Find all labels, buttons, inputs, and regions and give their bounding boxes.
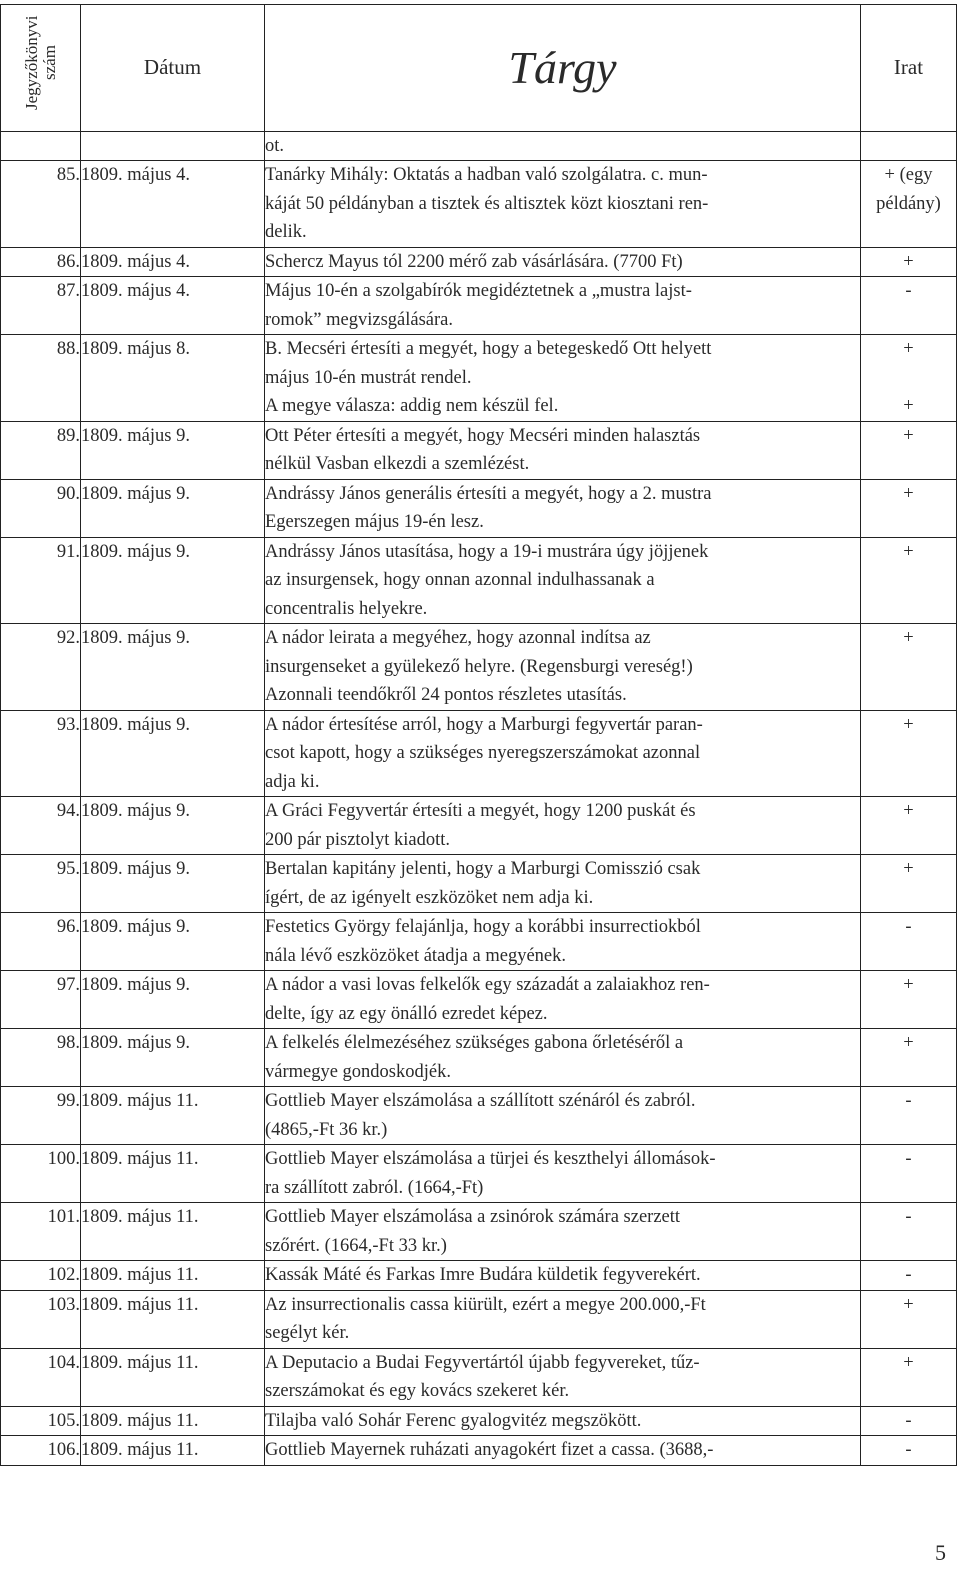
entry-number: 97.	[1, 971, 81, 1029]
entry-irat	[861, 335, 957, 422]
subject-line: ra szállított zabról. (1664,-Ft)	[265, 1177, 484, 1198]
entry-subject	[265, 624, 861, 711]
entry-number: 102.	[1, 1261, 81, 1291]
entry-irat	[861, 277, 957, 335]
entry-number: 89.	[1, 421, 81, 479]
irat-mark: +	[903, 714, 914, 735]
irat-mark: -	[905, 281, 912, 301]
entry-number: 104.	[1, 1348, 81, 1406]
irat-mark: +	[903, 425, 914, 446]
entry-subject	[265, 247, 861, 277]
irat-mark: +	[903, 1352, 914, 1373]
irat-mark: +	[903, 1294, 914, 1315]
entry-irat	[861, 971, 957, 1029]
subject-line: az insurgensek, hogy onnan azonnal indulhassanak a	[265, 570, 655, 590]
subject-line: szerszámokat és egy kovács szekeret kér.	[265, 1381, 570, 1401]
table-row	[1, 537, 957, 624]
entry-number: 87.	[1, 277, 81, 335]
irat-mark: -	[905, 1265, 912, 1285]
subject-line: Andrássy János generális értesíti a megyét, hogy a 2. mustra	[265, 483, 712, 504]
entry-subject	[265, 1406, 861, 1436]
subject-line: A nádor a vasi lovas felkelők egy századát a zalaiakhoz ren-	[265, 975, 710, 995]
entry-date: 1809. május 4.	[81, 277, 265, 335]
entry-date: 1809. május 9.	[81, 971, 265, 1029]
table-row	[1, 131, 957, 161]
subject-line: Gottlieb Mayer elszámolása a zsinórok számára szerzett	[265, 1207, 681, 1227]
table-row	[1, 1348, 957, 1406]
entry-subject	[265, 1203, 861, 1261]
entry-number: 105.	[1, 1406, 81, 1436]
entry-subject	[265, 855, 861, 913]
subject-line: 200 pár pisztolyt kiadott.	[265, 829, 450, 850]
subject-line: Schercz Mayus tól 2200 mérő zab vásárlására. (7700 Ft)	[265, 251, 683, 272]
irat-mark: +	[903, 339, 914, 359]
entry-date: 1809. május 9.	[81, 855, 265, 913]
header-irat	[861, 5, 957, 132]
entry-date: 1809. május 9.	[81, 479, 265, 537]
irat-mark: +	[903, 859, 914, 879]
subject-line: Gottlieb Mayer elszámolása a türjei és keszthelyi állomások-	[265, 1149, 716, 1169]
entry-number: 95.	[1, 855, 81, 913]
table-row	[1, 1029, 957, 1087]
entry-subject	[265, 1290, 861, 1348]
subject-line: Bertalan kapitány jelenti, hogy a Marburgi Comisszió csak	[265, 859, 701, 879]
entry-subject	[265, 421, 861, 479]
entry-date: 1809. május 9.	[81, 710, 265, 797]
entry-number: 99.	[1, 1087, 81, 1145]
entry-irat	[861, 1348, 957, 1406]
subject-line: A nádor értesítése arról, hogy a Marburgi fegyvertár paran-	[265, 714, 703, 735]
entry-irat	[861, 479, 957, 537]
header-number	[1, 5, 81, 132]
entry-irat	[861, 1087, 957, 1145]
entry-subject	[265, 1029, 861, 1087]
entry-subject	[265, 1436, 861, 1466]
entry-subject	[265, 335, 861, 422]
entry-date: 1809. május 9.	[81, 1029, 265, 1087]
entry-subject	[265, 161, 861, 248]
header-row	[1, 5, 957, 132]
subject-line: Azonnali teendőkről 24 pontos részletes utasítás.	[265, 685, 627, 705]
table-row	[1, 247, 957, 277]
subject-line: concentralis helyekre.	[265, 598, 428, 619]
table-row	[1, 913, 957, 971]
subject-line: csot kapott, hogy a szükséges nyeregszerszámokat azonnal	[265, 743, 701, 763]
irat-mark: +	[903, 541, 914, 562]
irat-mark: +	[903, 975, 914, 995]
subject-line: A felkelés élelmezéséhez szükséges gabona őrletéséről a	[265, 1033, 684, 1053]
entry-date: 1809. május 11.	[81, 1290, 265, 1348]
irat-mark: példány)	[876, 193, 941, 214]
header-subject-label: Tárgy	[508, 41, 617, 93]
subject-line: delik.	[265, 222, 307, 242]
table-row	[1, 797, 957, 855]
table-row	[1, 1436, 957, 1466]
subject-line: A Deputacio a Budai Fegyvertártól újabb fegyvereket, tűz-	[265, 1352, 700, 1373]
irat-mark: -	[905, 1410, 912, 1431]
subject-line: Kassák Máté és Farkas Imre Budára küldetik fegyverekért.	[265, 1265, 701, 1285]
subject-line: nála lévő eszközöket átadja a megyének.	[265, 945, 566, 966]
subject-line: Május 10-én a szolgabírók megidéztetnek a „mustra lajst-	[265, 281, 692, 301]
subject-line: ígért, de az igényelt eszközöket nem adja ki.	[265, 887, 594, 908]
subject-line: Tilajba való Sohár Ferenc gyalogvitéz megszökött.	[265, 1410, 642, 1431]
irat-mark: -	[905, 1440, 912, 1460]
subject-line: Ott Péter értesíti a megyét, hogy Mecséri minden halasztás	[265, 425, 701, 446]
header-date	[81, 5, 265, 132]
entry-irat	[861, 710, 957, 797]
subject-line: Tanárky Mihály: Oktatás a hadban való szolgálatra. c. mun-	[265, 165, 708, 185]
entry-subject	[265, 797, 861, 855]
register-body	[1, 5, 957, 1466]
entry-number: 92.	[1, 624, 81, 711]
table-row	[1, 1145, 957, 1203]
entry-irat	[861, 1029, 957, 1087]
subject-line: május 10-én mustrát rendel.	[265, 367, 472, 388]
table-row	[1, 161, 957, 248]
entry-subject	[265, 537, 861, 624]
entry-number: 86.	[1, 247, 81, 277]
subject-line: Festetics György felajánlja, hogy a korábbi insurrectiokból	[265, 917, 701, 937]
entry-irat	[861, 421, 957, 479]
irat-mark: -	[905, 917, 912, 937]
entry-date: 1809. május 9.	[81, 913, 265, 971]
entry-subject	[265, 913, 861, 971]
entry-irat	[861, 855, 957, 913]
entry-irat	[861, 1290, 957, 1348]
entry-number: 90.	[1, 479, 81, 537]
table-row	[1, 1203, 957, 1261]
table-row	[1, 479, 957, 537]
page-number: 5	[935, 1540, 946, 1565]
table-row	[1, 277, 957, 335]
subject-line: Gottlieb Mayer elszámolása a szállított szénáról és zabról.	[265, 1091, 696, 1111]
subject-line: romok” megvizsgálására.	[265, 309, 454, 330]
entry-date: 1809. május 11.	[81, 1145, 265, 1203]
subject-line: Andrássy János utasítása, hogy a 19-i mustrára úgy jöjjenek	[265, 541, 709, 562]
entry-date: 1809. május 8.	[81, 335, 265, 422]
entry-number: 98.	[1, 1029, 81, 1087]
entry-date	[81, 131, 265, 161]
entry-date: 1809. május 4.	[81, 161, 265, 248]
entry-date: 1809. május 11.	[81, 1087, 265, 1145]
table-row	[1, 1290, 957, 1348]
subject-line: adja ki.	[265, 771, 320, 792]
entry-subject	[265, 1087, 861, 1145]
entry-irat	[861, 913, 957, 971]
subject-line: delte, így az egy önálló ezredet képez.	[265, 1003, 548, 1024]
irat-mark	[861, 132, 956, 161]
entry-date: 1809. május 9.	[81, 624, 265, 711]
entry-number: 88.	[1, 335, 81, 422]
subject-line: vármegye gondoskodjék.	[265, 1061, 451, 1082]
header-number-label: Jegyzőkönyvi szám	[21, 15, 59, 111]
entry-number: 96.	[1, 913, 81, 971]
entry-subject	[265, 971, 861, 1029]
header-subject	[265, 5, 861, 132]
entry-irat	[861, 1261, 957, 1291]
entry-number: 103.	[1, 1290, 81, 1348]
subject-line: insurgenseket a gyülekező helyre. (Regensburgi vereség!)	[265, 656, 693, 677]
subject-line: nélkül Vasban elkezdi a szemlézést.	[265, 454, 530, 474]
entry-irat	[861, 247, 957, 277]
header-irat-label: Irat	[893, 54, 924, 79]
entry-number: 85.	[1, 161, 81, 248]
irat-mark: -	[905, 1091, 912, 1111]
entry-irat	[861, 1203, 957, 1261]
irat-mark: +	[903, 628, 914, 648]
table-row	[1, 1087, 957, 1145]
table-row	[1, 335, 957, 422]
irat-mark: +	[903, 251, 914, 272]
subject-line: (4865,-Ft 36 kr.)	[265, 1119, 388, 1140]
subject-line: káját 50 példányban a tisztek és altisztek közt kiosztani ren-	[265, 193, 709, 214]
entry-subject	[265, 277, 861, 335]
entry-date: 1809. május 11.	[81, 1348, 265, 1406]
header-date-label: Dátum	[143, 54, 202, 79]
table-row	[1, 421, 957, 479]
entry-subject	[265, 1145, 861, 1203]
irat-mark: -	[905, 1149, 912, 1169]
table-row	[1, 855, 957, 913]
entry-number: 91.	[1, 537, 81, 624]
entry-irat	[861, 1145, 957, 1203]
subject-line: A nádor leirata a megyéhez, hogy azonnal indítsa az	[265, 628, 651, 648]
entry-date: 1809. május 9.	[81, 421, 265, 479]
entry-subject	[265, 1348, 861, 1406]
entry-number: 94.	[1, 797, 81, 855]
entry-date: 1809. május 9.	[81, 797, 265, 855]
entry-irat	[861, 1436, 957, 1466]
subject-line: A megye válasza: addig nem készül fel.	[265, 396, 559, 416]
subject-line: segélyt kér.	[265, 1323, 350, 1343]
irat-mark: +	[903, 396, 914, 416]
table-row	[1, 624, 957, 711]
subject-line: Az insurrectionalis cassa kiürült, ezért a megye 200.000,-Ft	[265, 1294, 706, 1315]
entry-date: 1809. május 11.	[81, 1261, 265, 1291]
irat-mark: + (egy	[884, 165, 933, 185]
irat-mark: -	[905, 1207, 912, 1227]
entry-number: 101.	[1, 1203, 81, 1261]
entry-number: 100.	[1, 1145, 81, 1203]
entry-date: 1809. május 4.	[81, 247, 265, 277]
entry-subject	[265, 131, 861, 161]
entry-date: 1809. május 9.	[81, 537, 265, 624]
entry-date: 1809. május 11.	[81, 1436, 265, 1466]
register-table	[0, 4, 957, 1466]
subject-line: szőrért. (1664,-Ft 33 kr.)	[265, 1235, 447, 1256]
irat-mark: +	[903, 801, 914, 821]
table-row	[1, 1406, 957, 1436]
entry-irat	[861, 1406, 957, 1436]
subject-line: Gottlieb Mayernek ruházati anyagokért fizet a cassa. (3688,-	[265, 1440, 714, 1460]
table-row	[1, 1261, 957, 1291]
entry-date: 1809. május 11.	[81, 1406, 265, 1436]
entry-date: 1809. május 11.	[81, 1203, 265, 1261]
subject-line: A Gráci Fegyvertár értesíti a megyét, hogy 1200 puskát és	[265, 801, 696, 821]
subject-line: ot.	[265, 135, 285, 156]
entry-irat	[861, 624, 957, 711]
entry-subject	[265, 1261, 861, 1291]
subject-line: Egerszegen május 19-én lesz.	[265, 512, 484, 532]
entry-number: 93.	[1, 710, 81, 797]
entry-irat	[861, 797, 957, 855]
entry-irat	[861, 537, 957, 624]
table-row	[1, 710, 957, 797]
entry-irat	[861, 131, 957, 161]
irat-mark: +	[903, 483, 914, 504]
entry-number	[1, 131, 81, 161]
irat-mark	[861, 364, 956, 393]
irat-mark: +	[903, 1033, 914, 1053]
table-row	[1, 971, 957, 1029]
entry-irat	[861, 161, 957, 248]
entry-subject	[265, 479, 861, 537]
entry-subject	[265, 710, 861, 797]
subject-line: B. Mecséri értesíti a megyét, hogy a betegeskedő Ott helyett	[265, 339, 712, 359]
entry-number: 106.	[1, 1436, 81, 1466]
